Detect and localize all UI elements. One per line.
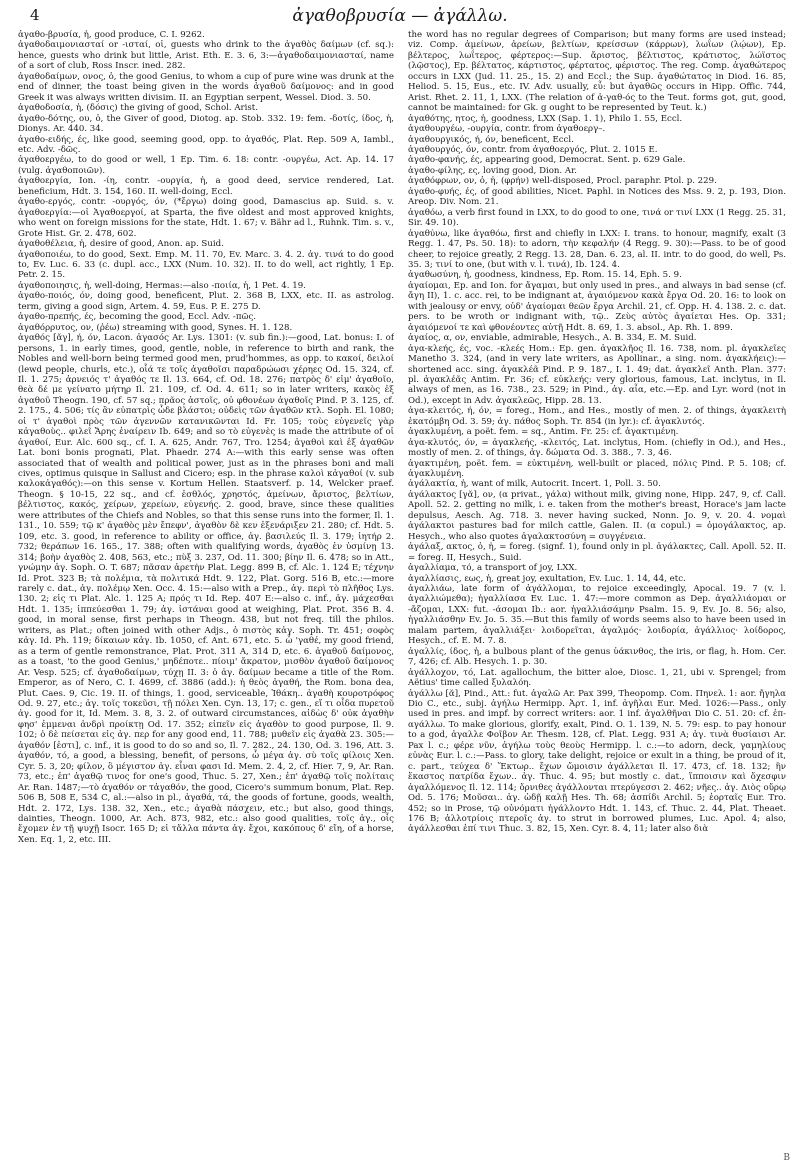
- dictionary-entry: ἀγαθο-πρεπής, ές, becoming the good, Eccl. Adv. -πῶς.: [18, 312, 257, 323]
- dictionary-entry: ἀγαθοδαιμονιασταί or -ισταί, οἱ, guests who drink to the ἀγαθὸς δαίμων (cf. sq.): hence, guests who drink but little, Arist. Eth. E. 3. 6, 3:—ἀγαθοδαιμονιασταί, name of a sort of club, Ross Inscr. ined. 282.: [18, 40, 394, 72]
- dictionary-entry: ἀγάλλω [ᾰ], Pind., Att.: fut. ἀγαλῶ Ar. Pax 399, Theopomp. Com. Πηνελ. 1: aor. ἤγηλα Dio C., etc., subj. ἀγήλω Hermipp. Ἀρτ. 1, inf. ἀγῆλαι Eur. Med. 1026:—Pass., only used in pres. and impf. by correct writers: aor. 1 inf. ἀγαλθῆναι Dio C. 51. 20: cf. ἐπ-αγάλλω. To make glorious, glorify, exalt, Pind. O. 1. 139, N. 5. 79: esp. to pay honour to a god, ἀγαλλε Φοῖβον Ar. Thesm. 128, cf. Plat. Legg. 931 A; ἀγ. τινὰ θυσίαισι Ar. Pax l. c.; φέρε νῦν, ἀγήλω τοὺς θεοὺς Hermipp. l. c.:—to adorn, deck, γαμηλίους εὐνὰς Eur. l. c.:—Pass. to glory, take delight, rejoice or exult in a thing, be proud of it, c. part., τεύχεα δ' Ἕκτωρ.. ἔχων ὤμοισιν ἀγάλλεται Il. 17. 473, cf. 18. 132; ἣν ἕκαστος πατρίδα ἔχων.. ἀγ. Thuc. 4. 95; but mostly c. dat., ἵπποισιν καὶ ὄχεσφιν ἀγαλλόμενος Il. 12. 114; ὄρνιθες ἀγάλλονται πτερύγεσσι 2. 462; νῆες.. ἀγ. Διὸς οὔρῳ Od. 5. 176; Μοῦσαι.. ἀγ. ὠδῇ καλῇ Hes. Th. 68; ἀσπίδι Archil. 5; ἑορταῖς Eur. Tro. 452; so in Prose, τῷ οὐνόματι ἠγάλλοντο Hdt. 1. 143, cf. Thuc. 2. 44, Plat. Theaet. 176 B; ἀλλοτρίοις πτεροῖς ἀγ. to strut in borrowed plumes, Luc. Apol. 4; also, ἀγάλλεσθαι ἐπί τινι Thuc. 3. 82, 15, Xen. Cyr. 8. 4, 11; later also διὰ: [408, 688, 786, 835]
- dictionary-entry: ἀγάλακτία, ἡ, want of milk, Autocrit. Incert. 1, Poll. 3. 50.: [408, 479, 661, 490]
- dictionary-entry: ἀγάλακτος [γᾰ], ον, (α privat., γάλα) without milk, giving none, Hipp. 247, 9, cf. Call. Apoll. 52. 2. getting no milk, i. e. taken from the mother's breast, Horace's jam lacte depulsus, Aesch. Ag. 718. 3. never having sucked, Nonn. Jo. 9, v. 20. 4. νομαὶ ἀγάλακτοι pastures bad for milch cattle, Galen. II. (α copul.) = ὁμογάλακτος, ap. Hesych., who also quotes ἀγαλακτοσύνη = συγγένεια.: [408, 489, 786, 542]
- dictionary-entry: ἀγαθωσύνη, ἡ, goodness, kindness, Ep. Rom. 15. 14, Eph. 5. 9.: [408, 270, 682, 281]
- dictionary-entry: ἀγαλλιάω, late form of ἀγάλλομαι, to rejoice exceedingly, Apocal. 19. 7 (v. l. ἀγαλλιώμεθα); ἠγαλλίασα Ev. Luc. 1. 47:—more common as Dep. ἀγαλλιάομαι or -ἄζομαι, LXX: fut. -άσομαι Ib.: aor. ἠγαλλιάσάμην Psalm. 15. 9, Ev. Jo. 8. 56; also, ἠγαλλιάσθην Ev. Jo. 5. 35.—But this family of words seems also to have been used in malam partem, ἀγαλλιάξει· λοιδορεῖται, ἀγαλμός· λοιδορία, ἀγάλλιος· λοίδορος, Hesych., cf. E. M. 7. 8.: [408, 584, 786, 647]
- dictionary-entry: ἀγα-κλυτός, όν, = ἀγακλεής, -κλειτός, Lat. inclytus, Hom. (chiefly in Od.), and Hes., mostly of men. 2. of things, ἀγ. δώματα Od. 3. 388., 7. 3, 46.: [408, 437, 786, 459]
- left-column: [18, 30, 394, 1158]
- dictionary-entry: ἀγαθο-φυής, ές, of good abilities, Nicet. Paphl. in Notices des Mss. 9. 2, p. 193, Dion. Areop. Div. Nom. 21.: [408, 186, 786, 208]
- dictionary-entry: ἀγακτιμένη, poët. fem. = εὐκτιμένη, well-built or placed, πόλις Pind. P. 5. 108; cf. ἀγακλυμένη.: [408, 458, 786, 480]
- dictionary-entry: ἀγαλλίαμα, τό, a transport of joy, LXX.: [408, 563, 578, 574]
- dictionary-entry: ἀγαθοθέλεια, ἡ, desire of good, Anon. ap. Suid.: [18, 239, 224, 250]
- dictionary-entry: ἀγαίος, α, ον, enviable, admirable, Hesych., A. B. 334, E. M. Suid.: [408, 333, 697, 344]
- dictionary-entry: ἀγαθόφρων, ον, ὁ, ἡ, (φρήν) well-disposed, Procl. paraphr. Ptol. p. 229.: [408, 176, 717, 187]
- dictionary-entry: ἀγαθότης, ητος, ἡ, goodness, LXX (Sap. 1. 1), Philo 1. 55, Eccl.: [408, 113, 683, 124]
- dictionary-entry: ἀγαθο-εργός, contr. -ουργός, όν, (*ἔργω) doing good, Damascius ap. Suid. s. v. ἀγαθοεργία:—οἱ Ἀγαθοεργοί, at Sparta, the five oldest and most approved knights, who went on foreign missions for the state, Hdt. 1. 67; v. Bähr ad l., Ruhnk. Tim. s. v., Grote Hist. Gr. 2. 478, 602.: [18, 197, 394, 239]
- dictionary-entry: ἀγάλαξ, ακτος, ὁ, ἡ, = foreg. (signf. 1), found only in pl. ἀγάλακτες, Call. Apoll. 52. II. = foreg. II, Hesych., Suid.: [408, 542, 786, 563]
- dictionary-entry: ἀγαλλίς, ίδος, ἡ, a bulbous plant of the genus ὑάκινθος, the iris, or flag, h. Hom. Cer. 7, 426; cf. Alb. Hesych. 1. p. 30.: [408, 646, 786, 668]
- dictionary-entry: ἀγαθο-ποιός, όν, doing good, beneficent, Plut. 2. 368 B, LXX, etc. II. as astrolog. term, giving a good sign, Artem. 4. 59, Eus. P. E. 275 D.: [18, 291, 394, 312]
- dictionary-entry: ἀγακλυμένη, a poët. fem. = sq., Antim. Fr. 25: cf. ἀγακτιμένη.: [408, 427, 679, 438]
- dictionary-entry: ἀγαθο-φανής, ές, appearing good, Democrat. Sent. p. 629 Gale.: [408, 155, 686, 166]
- dictionary-entry: ἀγαθοεργία, Ion. -ίη, contr. -ουργία, ἡ, a good deed, service rendered, Lat. beneficium, Hdt. 3. 154, 160. II. well-doing, Eccl.: [18, 176, 394, 197]
- dictionary-entry: ἀγάλλοχον, τό, Lat. agallochum, the bitter aloe, Diosc. 1, 21, ubi v. Sprengel; from Aëtius' time called ξυλαλόη.: [408, 667, 786, 689]
- dictionary-entry: ἀγαθύνω, like ἀγαθόω, first and chiefly in LXX: I. trans. to honour, magnify, exalt (3 Regg. 1. 47, Ps. 50. 18): to adorn, τὴν κεφαλήν (4 Regg. 9. 30):—Pass. to be of good cheer, to rejoice greatly, 2 Regg. 13. 28, Dan. 6. 23, al. II. intr. to do good, do well, Ps. 35. 3; τινί to one, (but with v. l. τινά), Ib. 124. 4.: [408, 228, 786, 270]
- dictionary-entry: ἀγαθουργός, όν, contr. from ἀγαθοεργός, Plut. 2. 1015 E.: [408, 144, 658, 155]
- dictionary-entry: ἀγαθόρρυτος, ον, (ῥέω) streaming with good, Synes. H. 1. 128.: [18, 322, 293, 333]
- dictionary-entry: ἀγα-κλειτός, ή, όν, = foreg., Hom., and Hes., mostly of men. 2. of things, ἀγακλειτὴ ἑκατόμβη Od. 3. 59; ἀγ. πάθος Soph. Tr. 854 (in lyr.): cf. ἀγακλυτός.: [408, 406, 786, 427]
- signature-mark: B: [783, 1153, 790, 1163]
- right-column: [408, 30, 786, 1158]
- dictionary-entry: ἀγαθός [ᾰγ], ή, όν, Lacon. ἀγασός Ar. Lys. 1301: (v. sub fin.):—good, Lat. bonus: I. of persons, 1. in early times, good, gentle, noble, in reference to birth and rank, the Nobles and well-born being termed good men, prud'hommes, as opp. to κακοί, δειλοί (lewd people, churls, etc.), οἷά τε τοῖς ἀγαθοῖσι παραδρώωσι χέρηες Od. 15. 324, cf. Il. 1. 275; ἀρνειός τ' ἀγαθός τε Il. 13. 664, cf. Od. 18. 276; πατρὸς δ' εἰμ' ἀγαθοῖο, θεὰ δέ με γείνατο μήτηρ Il. 21. 109, cf. Od. 4. 611; so in later writers, κακὸς ἐξ ἀγαθοῦ Theogn. 190, cf. 57 sq.; πρᾶος ἀστοῖς, οὐ φθονέων ἀγαθοῖς Pind. P. 3. 125, cf. 2. 175., 4. 506; τίς ἂν εὐπατρὶς ὧδε βλάστοι; οὐδεὶς τῶν ἀγαθῶν κτλ. Soph. El. 1080; οἱ τ' ἀγαθοὶ πρὸς τῶν ἀγεννῶν κατανικῶνται Id. Fr. 105; τοὺς εὐγενεῖς γὰρ κἀγαθοὺς.. φιλεῖ Ἄρης ἐναίρειν Ib. 649; and so τὸ εὐγενὲς is made the attribute of οἱ ἀγαθοί, Eur. Alc. 600 sq., cf. I. A. 625, Andr. 767, Tro. 1254; ἀγαθοὶ καὶ ἐξ ἀγαθῶν Lat. boni bonis prognati, Plat. Phaedr. 274 A:—with this early sense was often associated that of wealth and political power, just as in the phrases boni and mali cives, optimus quisque in Sallust and Cicero; esp. in the phrase καλοὶ κἀγαθοί (v. sub καλοκἀγαθός):—on this sense v. Kortum Hellen. Staatsverf. p. 14, Welcker praef. Theogn. § 10-15, 22 sq., and cf. ἐσθλός, χρηστός, ἀμείνων, ἄριστος, βελτίων, βέλτιστος, κακός, χείρων, χερείων, εὐγενής. 2. good, brave, since these qualities were attributes of the Chiefs and Nobles, so that this sense runs into the former, Il. 1. 131., 10. 559; τῷ κ' ἀγαθὸς μὲν ἔπεφν', ἀγαθὸν δὲ κεν ἐξενάριξεν 21. 280; cf. Hdt. 5. 109, etc. 3. good, in reference to ability or office, ἀγ. βασιλεύς Il. 3. 179; ἰητήρ 2. 732; θεράπων 16. 165., 17. 388; often with qualifying words, ἀγαθὸς ἐν ὑσμίνῃ 13. 314; βοὴν ἀγαθὸς 2. 408, 563, etc.; πὺξ 3. 237, Od. 11. 300; βίην Il. 6. 478; so in Att., γνώμην ἀγ. Soph. O. T. 687; πᾶσαν ἀρετὴν Plat. Legg. 899 B, cf. Alc. 1. 124 E; τέχνην Id. Prot. 323 B; τὰ πολέμια, τὰ πολιτικά Hdt. 9. 122, Plat. Gorg. 516 B, etc.:—more rarely c. dat., ἀγ. πολέμῳ Xen. Occ. 4. 15:—also with a Prep., ἀγ. περὶ τὸ πλῆθος Lys. 130. 2; εἰς τι Plat. Alc. 1. 125 A; πρός τι Id. Rep. 407 E:—also c. inf., ἀγ. μάχεσθαι Hdt. 1. 135; ἱππεύεσθαι 1. 79; ἀγ. ἱστάναι good at weighing, Plat. Prot. 356 B. 4. good, in moral sense, first perhaps in Theogn. 438, but not freq. till the philos. writers, as Plat.; often joined with other Adjs., ὁ πιστὸς κἀγ. Soph. Tr. 451; σοφὸς κἀγ. Id. Ph. 119; δίκαιων κἀγ. Ib. 1050, cf. Ant. 671, etc. 5. ὦ 'γαθέ, my good friend, as a term of gentle remonstrance, Plat. Prot. 311 A, 314 D, etc. 6. ἀγαθοῦ δαίμονος, as a toast, 'to the good Genius,' μηδέποτε.. πίοιμ' ἄκρατον, μισθὸν ἀγαθοῦ δαίμονος Ar. Vesp. 525; cf. ἀγαθοδαίμων, τύχῃ II. 3: ὁ ἀγ. δαίμων became a title of the Rom. Emperor, as of Nero, C. I. 4699, cf. 3886 (add.): ἡ θεὸς ἀγαθή, the Rom. bona dea, Plut. Caes. 9, Cic. 19. II. of things, 1. good, serviceable, Ἰθάκη.. ἀγαθὴ κουροτρόφος Od. 9. 27, etc.; ἀγ. τοῖς τοκεῦσι, τῇ πόλει Xen. Cyn. 13, 17; c. gen., εἴ τι οἶδα πυρετοῦ ἀγ. good for it, Id. Mem. 3. 8, 3. 2. of outward circumstances, αἰδὼς δ' οὐκ ἀγαθὴν φησ' ἐμμεναι ἀνδρὶ προίκτῃ Od. 17. 352; εἰπεῖν εἰς ἀγαθὸν to good purpose, Il. 9. 102; ὁ δὲ πείσεται εἰς ἀγ. περ for any good end, 11. 788; μυθεῖν εἰς ἀγαθὰ 23. 305:—ἀγαθόν [ἐστι], c. inf., it is good to do so and so, Il. 7. 282., 24. 130, Od. 3. 196, Att. 3. ἀγαθόν, τό, a good, a blessing, benefit, of persons, ὦ μέγα ἀγ. σὺ τοῖς φίλοις Xen. Cyr. 5. 3, 20; φίλον, ὃ μέγιστον ἀγ. εἶναι φασι Id. Mem. 2. 4, 2, cf. Hier. 7, 9, Ar. Ran. 73, etc.; ἐπ' ἀγαθῷ τινος for one's good, Thuc. 5. 27, Xen.; ἐπ' ἀγαθῷ τοῖς πολίταις Ar. Ran. 1487;—τὸ ἀγαθόν or τἀγαθόν, the good, Cicero's summum bonum, Plat. Rep. 506 B, 508 E, 534 C, al.:—also in pl., ἀγαθά, τά, the goods of fortune, goods, wealth, Hdt. 2. 172, Lys. 138. 32, Xen., etc.; ἀγαθὰ πάσχειν, etc.; but also, good things, dainties, Theogn. 1000, Ar. Ach. 873, 982, etc.: also good qualities, τοῖς ἀγ., οἷς ἔχομεν ἐν τῇ ψυχῇ Isocr. 165 D; εἰ τἄλλα πάντα ἀγ. ἔχοι, κακόπους δ' εἴη, of a horse, Xen. Eq. 1, 2, etc. III.: [18, 333, 394, 845]
- dictionary-entry: the word has no regular degrees of Comparison; but many forms are used instead; viz. Comp. ἀμείνων, ἀρείων, βελτίων, κρείσσων (κάρρων), λωΐων (λῴων), Ep. βέλτερος, λωΐτερος, φέρτερος:—Sup. ἄριστος, βέλτιστος, κράτιστος, λώϊστος (λῷστος), Ep. βέλτατος, κάρτιστος, φέρτατος, φέριστος. The reg. Comp. ἀγαθώτερος occurs in LXX (Jud. 11. 25., 15. 2) and Eccl.; the Sup. ἀγαθώτατος in Diod. 16. 85, Heliod. 5. 15, Eus., etc. IV. Adv. usually, εὖ: but ἀγαθῶς occurs in Hipp. Offic. 744, Arist. Rhet. 2. 11, 1, LXX. (The relation of ἀ-γαθ-ός to the Teut. forms got, gut, good, cannot be maintained: for Gk. g ought to be represented by Teut. k.): [408, 30, 786, 114]
- page-header: [30, 6, 770, 28]
- running-head: ἀγαθοβρυσία — ἀγάλλω.: [292, 6, 508, 26]
- dictionary-entry: ἀγαθο-ειδής, ές, like good, seeming good, opp. to ἀγαθός, Plat. Rep. 509 A, Iambl., etc. Adv. -δῶς.: [18, 134, 394, 155]
- dictionary-entry: ἀγαθουργέω, -ουργία, contr. from ἀγαθοεργ–.: [408, 124, 606, 135]
- dictionary-entry: ἀγαθο-φίλης, ες, loving good, Dion. Ar.: [408, 165, 577, 176]
- dictionary-entry: ἀγαθοεργέω, to do good or well, 1 Ep. Tim. 6. 18: contr. -ουργέω, Act. Ap. 14. 17 (vulg. ἀγαθοποιῶν).: [18, 155, 394, 176]
- dictionary-entry: ἀγαθοδαίμων, ονος, ὁ, the good Genius, to whom a cup of pure wine was drunk at the end of dinner, the toast being given in the words ἀγαθοῦ δαίμονος: and in good Greek it was always written divisim. II. an Egyptian serpent, Wessel. Diod. 3. 50.: [18, 71, 394, 103]
- page-number: 4: [30, 6, 40, 24]
- dictionary-entry: ἀγαλλίασις, εως, ἡ, great joy, exultation, Ev. Luc. 1. 14, 44, etc.: [408, 573, 686, 584]
- dictionary-entry: ἀγα-κλεής, ές, voc. -κλεές Hom.: Ep. gen. ἀγακλῆος Il. 16. 738, nom. pl. ἀγακλεῖες Manetho 3. 324, (and in very late writers, as Apollinar., a sing. nom. ἀγακλήεις):—shortened acc. sing. ἀγακλέᾶ Pind. P. 9. 187., I. 1. 49; dat. ἀγακλεῖ Anth. Plan. 377: pl. ἀγακλέᾶς Antim. Fr. 36; cf. εὐκλεής: very glorious, famous, Lat. inclytus, in Il. always of men, as 16. 738., 23. 529; in Pind., ἀγ. αἶα, etc.—Ep. and Lyr. word (not in Od.), except in Adv. ἀγακλεῶς, Hipp. 28. 13.: [408, 343, 786, 406]
- dictionary-entry: ἀγαθοποιησις, ἡ, well-doing, Hermas:—also -ποιία, ἡ, 1 Pet. 4. 19.: [18, 280, 306, 291]
- dictionary-entry: ἀγαθουργικός, ή, όν, beneficent, Eccl.: [408, 134, 574, 145]
- dictionary-entry: ἀγαθο-βρυσία, ἡ, good produce, C. I. 9262.: [18, 30, 205, 40]
- dictionary-entry: ἀγαίομαι, Ep. and Ion. for ἄγαμαι, but only used in pres., and always in bad sense (cf. ἄγη II), 1. c. acc. rei, to be indignant at, ἀγαιόμενον κακὰ ἔργα Od. 20. 16: to look on with jealousy or envy, οὐδ' ἀγαίομαι θεῶν ἔργα Archil. 21, cf. Opp. H. 4. 138. 2. c. dat. pers. to be wroth or indignant with, τῷ.. Ζεὺς αὐτὸς ἀγαίεται Hes. Op. 331; ἀγαιόμενοί τε καὶ φθονέοντες αὐτῇ Hdt. 8. 69, 1. 3. absol., Ap. Rh. 1. 899.: [408, 280, 786, 333]
- dictionary-entry: ἀγαθο-δότης, ου, ὁ, the Giver of good, Diotog. ap. Stob. 332. 19: fem. -δοτίς, ίδος, ἡ, Dionys. Ar. 440. 34.: [18, 113, 394, 135]
- dictionary-entry: ἀγαθόω, a verb first found in LXX, to do good to one, τινά or τινί LXX (1 Regg. 25. 31, Sir. 49. 10).: [408, 207, 786, 229]
- dictionary-entry: ἀγαθοποιέω, to do good, Sext. Emp. M. 11. 70, Ev. Marc. 3. 4. 2. ἀγ. τινά to do good to, Ev. Luc. 6. 33 (c. dupl. acc., LXX (Num. 10. 32). II. to do well, act rightly, 1 Ep. Petr. 2. 15.: [18, 249, 394, 281]
- dictionary-entry: ἀγαθοδοσία, ἡ, (δόσις) the giving of good, Schol. Arist.: [18, 103, 258, 114]
